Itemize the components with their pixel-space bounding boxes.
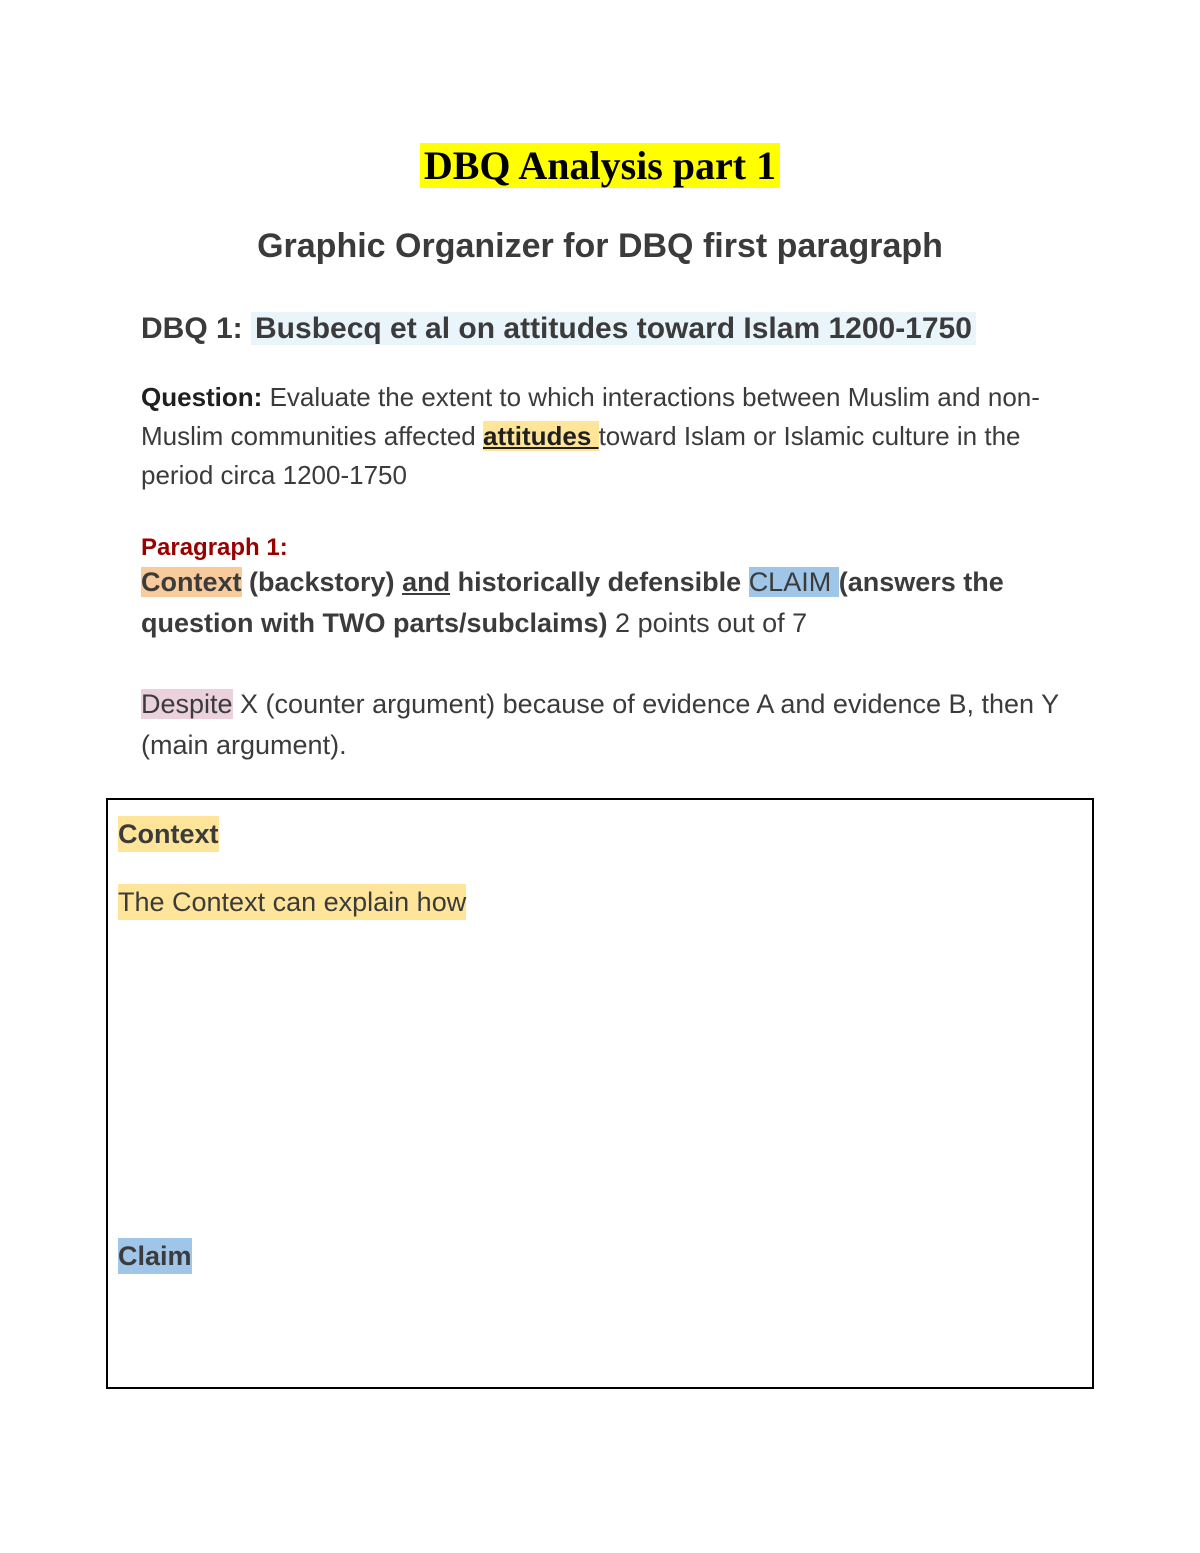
despite-rest: X (counter argument) because of evidence A and evidence B, then Y (main argument).: [141, 689, 1059, 760]
context-claim-instructions: [141, 562, 1081, 644]
question-highlight-attitudes: attitudes: [482, 421, 599, 451]
and-word: and: [402, 567, 451, 597]
title-text: DBQ Analysis part 1: [420, 143, 780, 188]
dbq-topic: Busbecq et al on attitudes toward Islam 1200-1750: [251, 312, 976, 345]
question-text-after: toward Islam or Islamic culture in the period circa 1200-1750: [141, 421, 1021, 490]
box-context-text: The Context can explain how: [118, 884, 466, 920]
despite-formula: [141, 684, 1081, 766]
subtitle: Graphic Organizer for DBQ first paragraph: [257, 227, 943, 265]
dbq-label: DBQ 1:: [141, 312, 252, 345]
dbq-heading: [141, 306, 1141, 352]
document-title: [0, 140, 1200, 192]
historically-text: historically defensible: [450, 567, 749, 597]
question-text-before: Evaluate the extent to which interactions between Muslim and non-Muslim communities affected: [141, 382, 1040, 451]
box-context-label: Context: [118, 816, 219, 852]
organizer-box[interactable]: [106, 798, 1094, 1389]
box-claim-label: Claim: [118, 1238, 192, 1274]
points-text: 2 points out of 7: [607, 608, 808, 638]
claim-word: CLAIM: [748, 567, 839, 597]
context-word: Context: [141, 567, 242, 597]
question-block: [141, 378, 1071, 495]
despite-word: Despite: [141, 689, 233, 719]
backstory-text: (backstory): [241, 567, 403, 597]
paragraph-label: Paragraph 1:: [141, 534, 288, 561]
question-label: Question:: [141, 382, 263, 412]
answers-text: (answers the question with TWO parts/subclaims): [141, 567, 1004, 638]
